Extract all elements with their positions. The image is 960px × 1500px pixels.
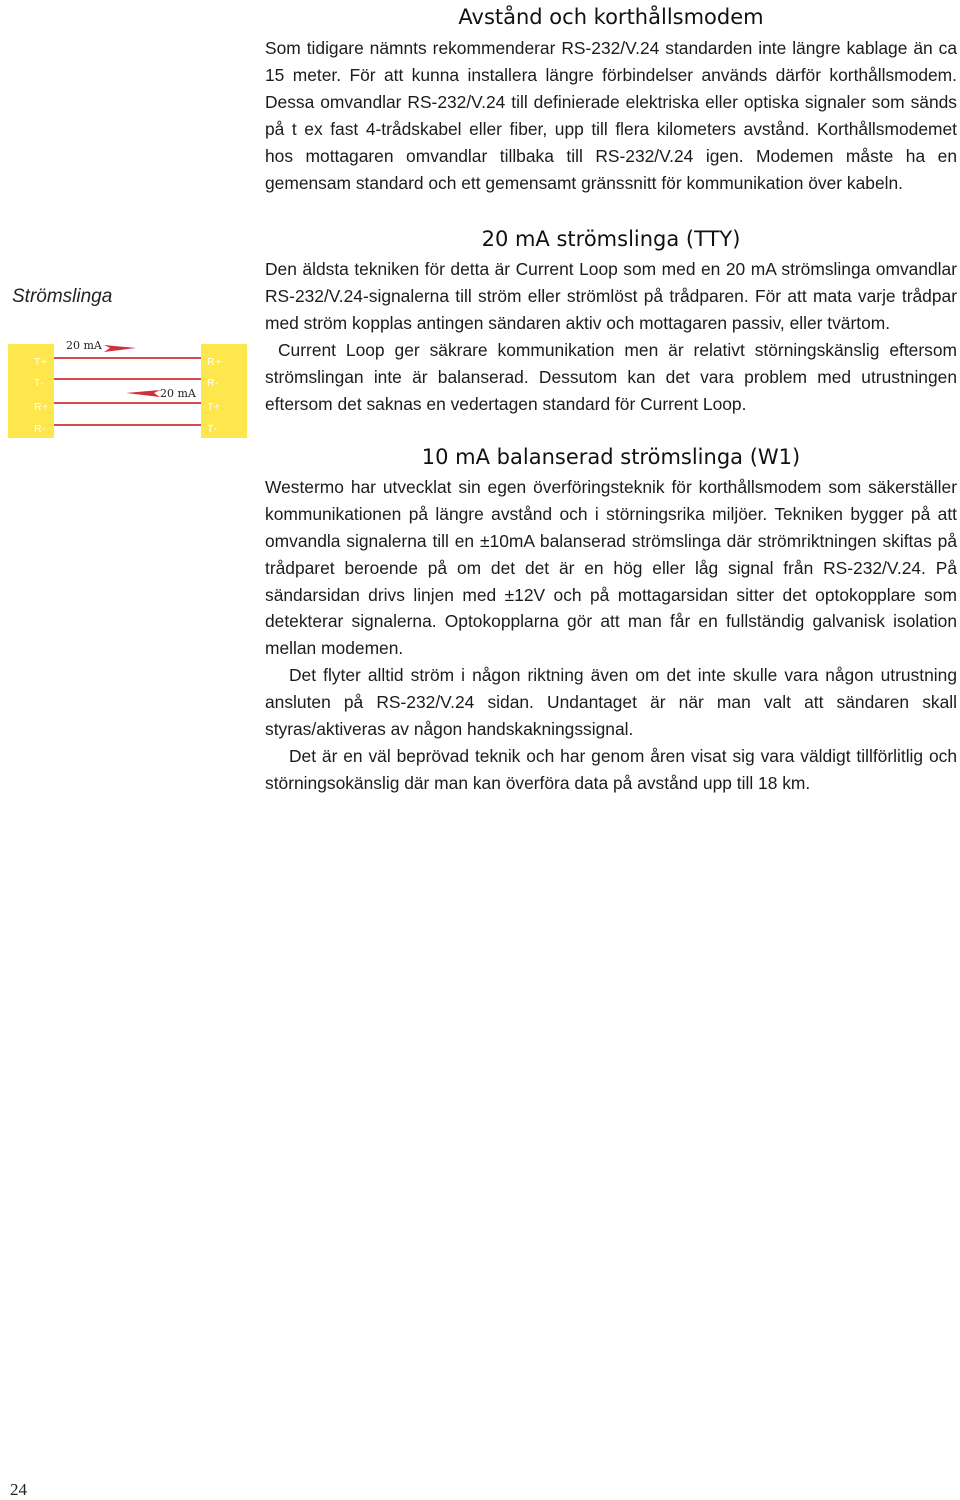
current-loop-diagram bbox=[8, 336, 250, 440]
wire-r-minus bbox=[54, 424, 201, 426]
left-terminal-box bbox=[8, 344, 54, 438]
terminal-label: R+ bbox=[207, 356, 222, 368]
terminal-label: T- bbox=[207, 423, 218, 435]
bottom-current-label: 20 mA bbox=[160, 387, 196, 400]
heading-distance-modems: Avstånd och korthållsmodem bbox=[458, 5, 764, 29]
wire-t-plus bbox=[54, 357, 201, 359]
wire-t-minus bbox=[54, 378, 201, 380]
wire-r-plus bbox=[54, 402, 201, 404]
paragraph-20ma-1: Den äldsta tekniken för detta är Current Loop som med en 20 mA strömslinga omvandlar RS-232/V.24-signalerna till ström eller strömlöst på trådparen. För att mata varje trådpar med ström kopplas antingen sändaren aktiv och mottagaren passiv, eller tvärtom. bbox=[265, 259, 957, 334]
paragraph-10ma-3: Det är en väl beprövad teknik och har genom åren visat sig vara väldigt tillförlitlig och störningsokänslig där man kan överföra data på avstånd upp till 18 km. bbox=[265, 745, 957, 793]
paragraph-20ma-2: Current Loop ger säkrare kommunikation men är relativt störningskänslig eftersom strömslingan inte är balanserad. Dessutom kan det vara problem med utrustningen eftersom det saknas en vedertagen standard för Current Loop. bbox=[265, 340, 957, 414]
heading-20ma-loop: 20 mA strömslinga (TTY) bbox=[481, 227, 741, 252]
terminal-label: T+ bbox=[207, 401, 221, 413]
terminal-label: T- bbox=[34, 377, 45, 389]
paragraph-distance: Som tidigare nämnts rekommenderar RS-232/V.24 standarden inte längre kablage än ca 15 meter. För att kunna installera längre förbindelser används därför korthållsmodem. Dessa omvandlar RS-232/V.24 till definierade elektriska eller optiska signaler som sänds på t ex fast 4-trådskabel eller fiber, upp till flera kilometers avstånd. Korthållsmodemet hos mottagaren omvandlar tillbaka till RS-232/V.24 igen. Modemen måste ha en gemensam standard och ett gemensamt gränssnitt för kommunikation över kabeln. bbox=[265, 38, 957, 193]
paragraph-10ma-2: Det flyter alltid ström i någon riktning även om det inte skulle vara någon utrustning ansluten på RS-232/V.24 sidan. Undantaget är när man valt att sändaren skall styras/aktiveras av någon handskakningssignal. bbox=[265, 665, 957, 740]
arrow-right-icon bbox=[104, 342, 136, 354]
right-terminal-box bbox=[201, 344, 247, 438]
heading-10ma-balanced: 10 mA balanserad strömslinga (W1) bbox=[421, 444, 801, 469]
main-column bbox=[265, 0, 957, 797]
terminal-label: T+ bbox=[34, 356, 48, 368]
top-current-label: 20 mA bbox=[66, 339, 102, 352]
terminal-label: R+ bbox=[34, 401, 49, 413]
arrow-left-icon bbox=[126, 387, 160, 399]
sidebar-title: Strömslinga bbox=[12, 286, 113, 307]
terminal-label: R- bbox=[207, 377, 220, 389]
page-number: 24 bbox=[10, 1480, 27, 1499]
terminal-label: R- bbox=[34, 423, 47, 435]
paragraph-10ma-1: Westermo har utvecklat sin egen överföringsteknik för korthållsmodem som säkerställer kommunikationen på längre avstånd och i störningsrika miljöer. Tekniken bygger på att omvandla signalerna till en ±10mA balanserad strömslinga där strömriktningen skiftas på trådparet beroende på om det det är en hög eller låg signal från RS-232/V.24. På sändarsidan drivs linjen med ±12V och på mottagarsidan sitter det optokopplare som detekterar signalerna. Optokopplarna gör att man får en fullständig galvanisk isolation mellan modemen. bbox=[265, 476, 957, 659]
